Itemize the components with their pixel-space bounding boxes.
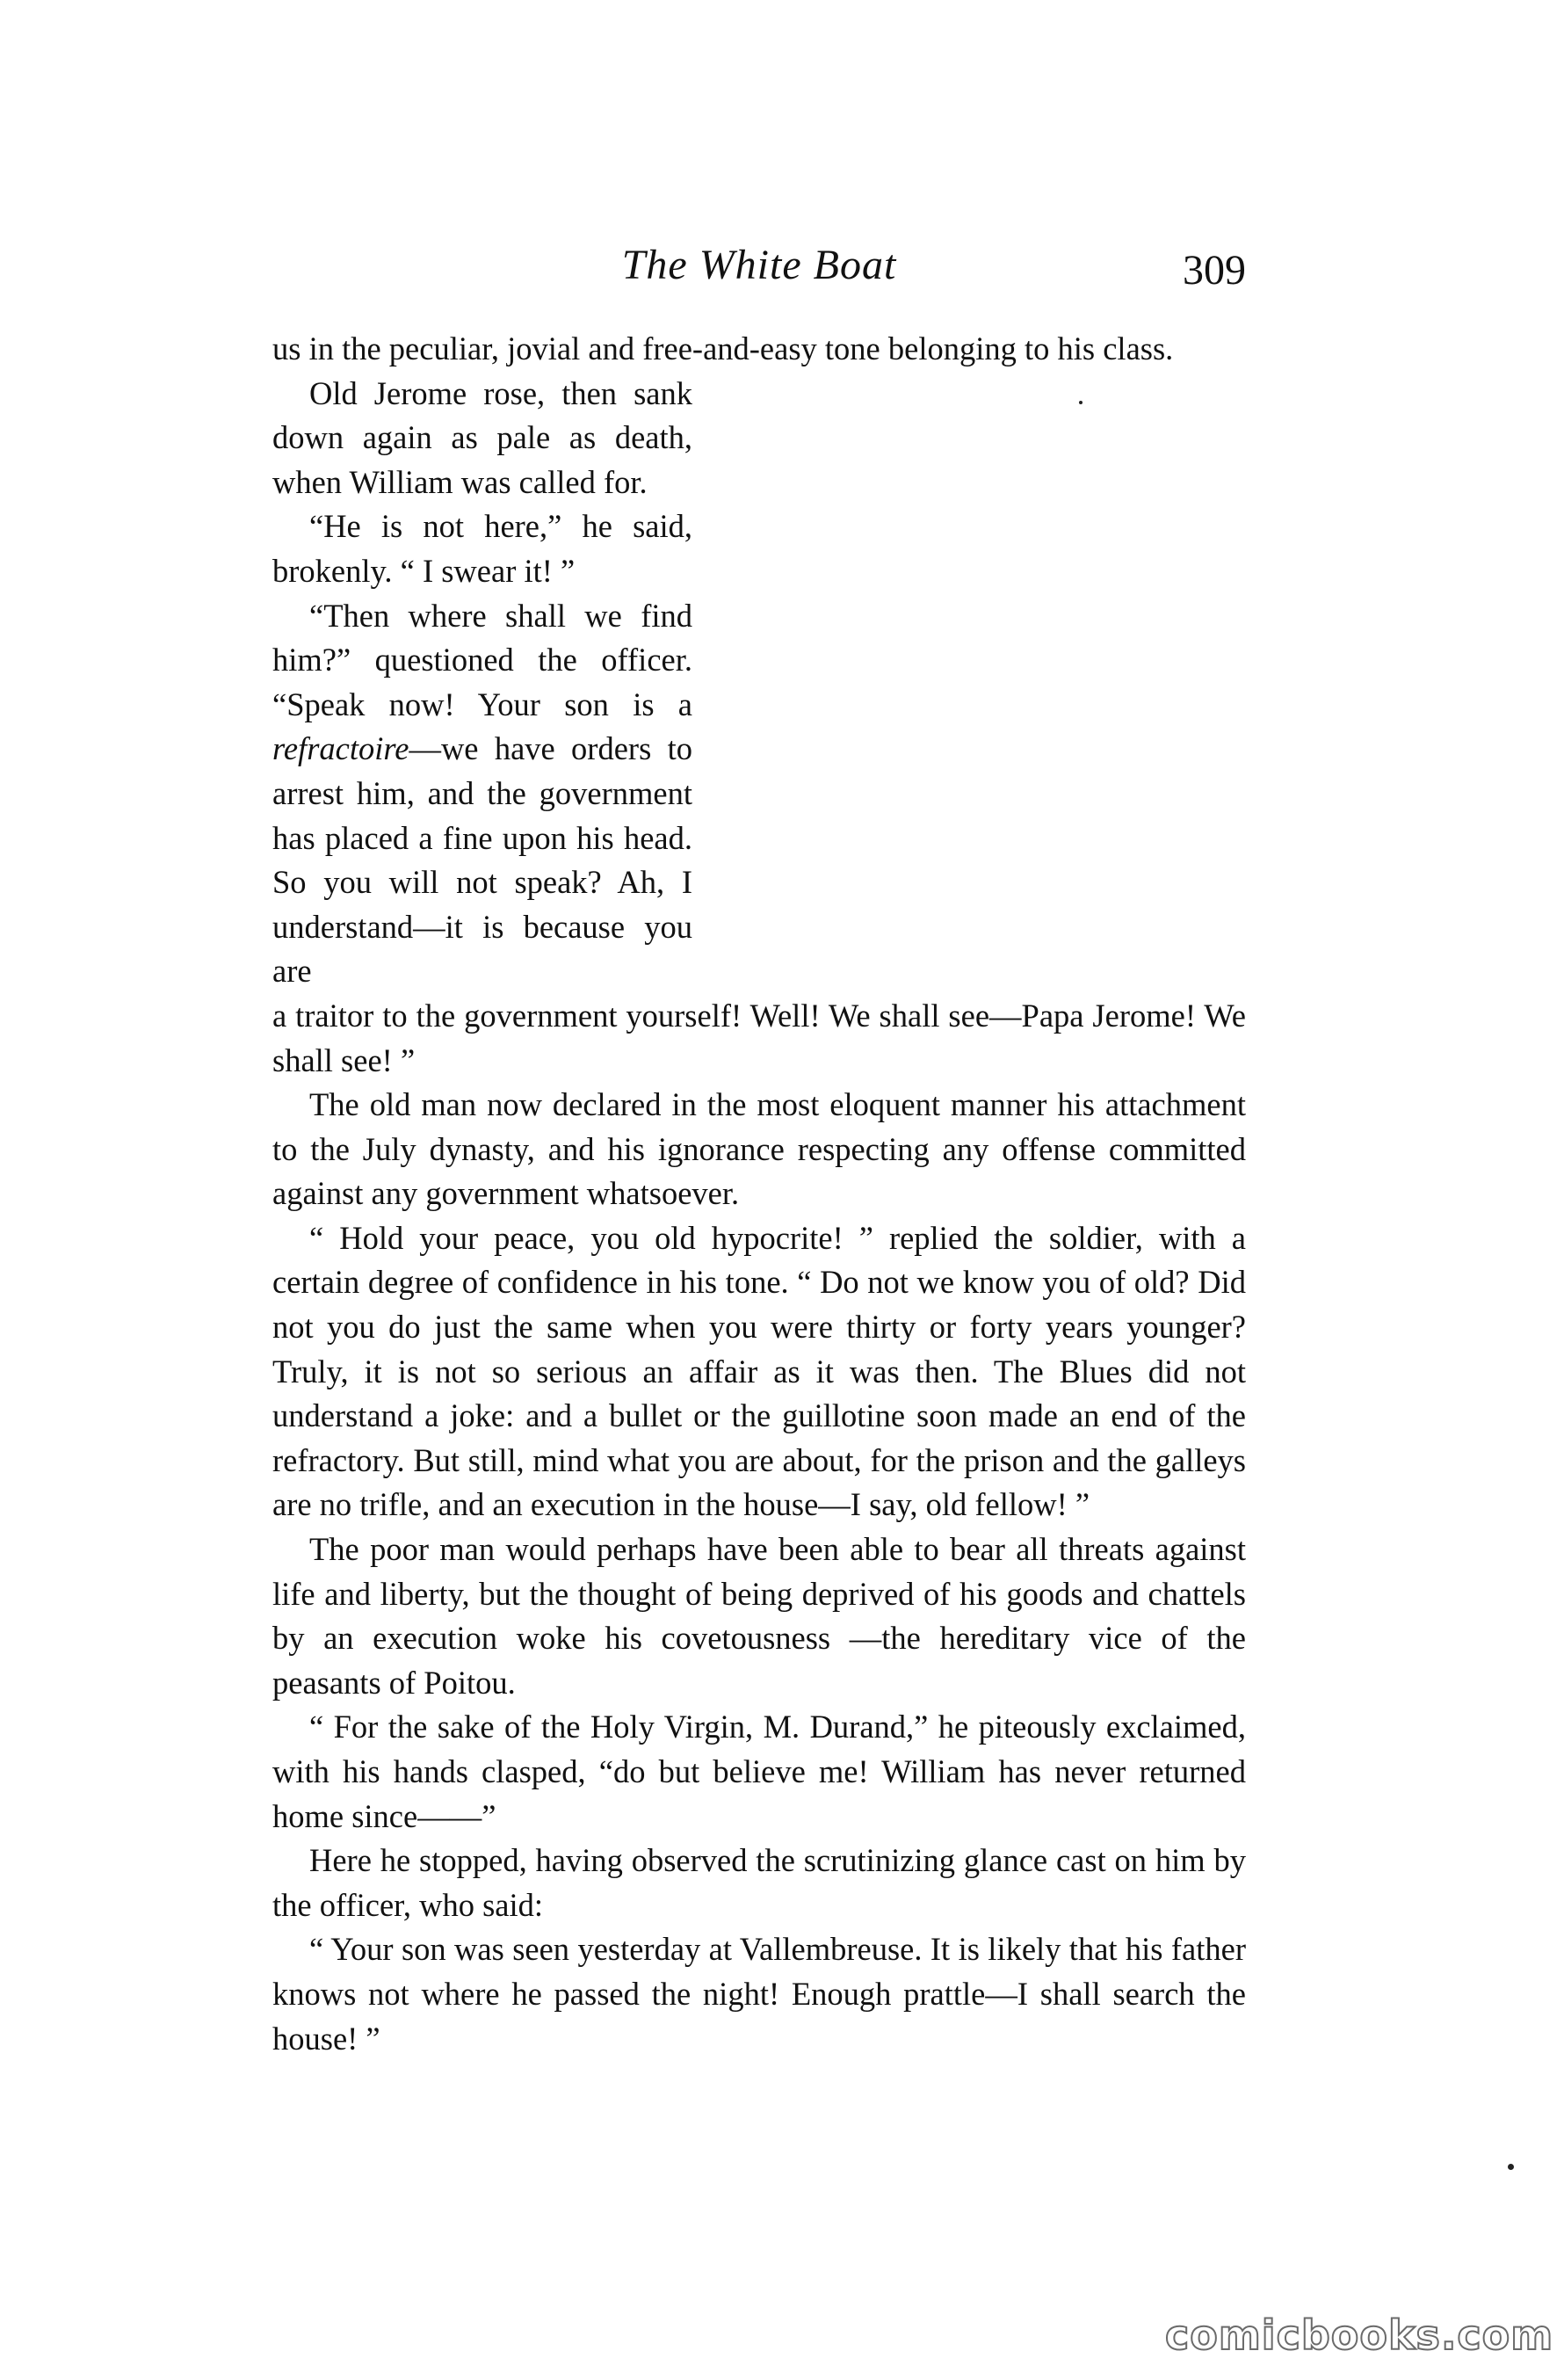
scan-speck	[1079, 401, 1082, 404]
paragraph-text: —we have orders to arrest him, and the government has placed a fine upon his head. So you will not speak? Ah, I understand—it is because you are	[272, 730, 692, 990]
italic-term: refractoire	[272, 730, 409, 767]
paragraph: The old man now declared in the most eloquent manner his attachment to the July dynasty, and his ignorance respecting any offense committed against any government whatsoever.	[272, 1086, 1246, 1212]
paragraph: “ For the sake of the Holy Virgin, M. Durand,” he piteously exclaimed, with his hands clasped, “do but believe me! William has never returned home since——”	[272, 1709, 1246, 1834]
scan-speck	[1508, 2164, 1514, 2170]
paragraph	[272, 594, 692, 994]
paragraph: Here he stopped, having observed the scrutinizing glance cast on him by the officer, who said:	[272, 1842, 1246, 1923]
page-number: 309	[1183, 247, 1246, 294]
paragraph: The poor man would perhaps have been able to bear all threats against life and liberty, but the thought of being deprived of his goods and chattels by an execution woke his covetousness —the hereditary vice of the peasants of Poitou.	[272, 1531, 1246, 1701]
paragraph: “ Your son was seen yesterday at Vallembreuse. It is likely that his father knows not where he passed the night! Enough prattle—I shall search the house! ”	[272, 1931, 1246, 2057]
running-title: The White Boat	[621, 242, 897, 288]
paragraph: “He is not here,” he said, brokenly. “ I swear it! ”	[272, 508, 692, 589]
paragraph-text: “Then where shall we find him?” questioned the officer. “Speak now! Your son is a	[272, 597, 692, 722]
watermark-logo: comicbooks.com	[1165, 2311, 1554, 2359]
paragraph: us in the peculiar, jovial and free-and-easy tone belonging to his class.	[272, 330, 1174, 366]
paragraph-continuation: a traitor to the government yourself! Well! We shall see—Papa Jerome! We shall see! ”	[272, 997, 1246, 1078]
paragraph: Old Jerome rose, then sank down again as pale as death, when William was called for.	[272, 374, 692, 500]
paragraph: “ Hold your peace, you old hypocrite! ” replied the soldier, with a certain degree of confidence in his tone. “ Do not we know you of old? Did not you do just the same when you were thirty or forty years younger? Truly, it is not so serious an affair as it was then. The Blues did not understand a joke: and a bullet or the guillotine soon made an end of the refractory. But still, mind what you are about, for the prison and the galleys are no trifle, and an execution in the house—I say, old fellow! ”	[272, 1219, 1246, 1523]
page-header	[272, 230, 1246, 301]
text-body	[272, 327, 1246, 2061]
